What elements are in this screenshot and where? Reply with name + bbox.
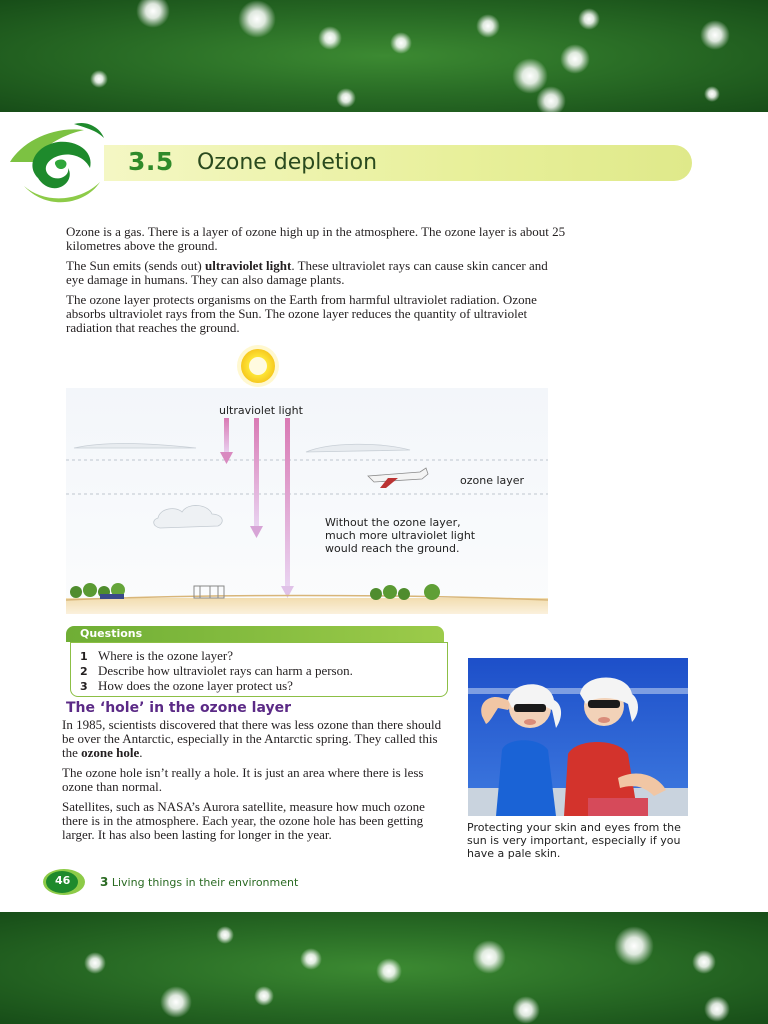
sparkle bbox=[216, 926, 234, 944]
question-number: 2 bbox=[80, 665, 88, 678]
question-item bbox=[80, 664, 353, 679]
text-run: . bbox=[139, 745, 143, 760]
questions-title: Questions bbox=[80, 627, 143, 640]
text-run: Ozone is a gas. There is a layer of ozone high up in the atmosphere. The ozone layer is about 25 kilometres above the ground. bbox=[66, 224, 566, 253]
intro-paragraph bbox=[66, 225, 566, 253]
question-item bbox=[80, 649, 233, 664]
diagram-note-line: Without the ozone layer, bbox=[325, 516, 461, 529]
key-term: ozone hole bbox=[81, 745, 140, 760]
sparkle bbox=[512, 996, 540, 1024]
text-run: The Sun emits (sends out) bbox=[66, 258, 206, 273]
section-number: 3.5 bbox=[128, 147, 174, 176]
sparkle bbox=[300, 948, 322, 970]
bottom-decorative-band bbox=[0, 912, 768, 1024]
text-run: The ozone layer protects organisms on the Earth from harmful ultraviolet radiation. Ozone absorbs ultraviolet rays from the Sun. The ozone layer reduces the quantity of ultraviolet radiation that reaches the ground. bbox=[66, 292, 537, 335]
hole-section-title: The ‘hole’ in the ozone layer bbox=[66, 700, 292, 716]
diagram-note bbox=[325, 516, 475, 555]
chapter-title: Living things in their environment bbox=[111, 876, 299, 889]
sparkle bbox=[90, 70, 108, 88]
sparkle bbox=[536, 86, 566, 112]
ozone-diagram bbox=[0, 342, 560, 618]
question-number: 1 bbox=[80, 650, 88, 663]
text-run: . These ultraviolet rays can cause skin cancer and eye damage in humans. They can also damage plants. bbox=[66, 258, 548, 287]
question-item bbox=[80, 679, 293, 694]
section-title-bar bbox=[104, 145, 692, 181]
top-decorative-band bbox=[0, 0, 768, 112]
text-run: In 1985, scientists discovered that there was less ozone than there should be over the Antarctic, especially in the Antarctic spring. They called this the bbox=[62, 717, 442, 760]
sparkle bbox=[160, 986, 192, 1018]
textbook-page bbox=[0, 112, 768, 912]
text-run: Satellites, such as NASA’s Aurora satellite, measure how much ozone there is in the atmosphere. Each year, the ozone hole has been getting larger. It has also been lasting for longer in the year. bbox=[62, 799, 425, 842]
sparkle bbox=[390, 32, 412, 54]
hole-section-text bbox=[62, 718, 452, 848]
section-title: Ozone depletion bbox=[197, 150, 378, 175]
sparkle bbox=[560, 44, 590, 74]
swirl-logo-icon bbox=[4, 116, 112, 212]
intro-paragraph bbox=[66, 293, 566, 335]
intro-paragraph bbox=[66, 259, 566, 287]
children-sun-hats-photo bbox=[468, 658, 688, 816]
question-text: Where is the ozone layer? bbox=[98, 648, 233, 663]
sparkle bbox=[376, 958, 402, 984]
question-text: How does the ozone layer protect us? bbox=[98, 678, 293, 693]
sparkle bbox=[336, 88, 356, 108]
sparkle bbox=[318, 26, 342, 50]
page-number: 46 bbox=[55, 874, 71, 887]
sparkle bbox=[692, 950, 716, 974]
question-number: 3 bbox=[80, 680, 88, 693]
sparkle bbox=[578, 8, 600, 30]
uv-light-label: ultraviolet light bbox=[219, 404, 303, 417]
sparkle bbox=[704, 86, 720, 102]
sparkle bbox=[254, 986, 274, 1006]
sparkle bbox=[238, 0, 276, 38]
chapter-number: 3 bbox=[100, 875, 109, 889]
sparkle bbox=[84, 952, 106, 974]
sparkle bbox=[614, 926, 654, 966]
question-text: Describe how ultraviolet rays can harm a person. bbox=[98, 663, 353, 678]
photo-caption: Protecting your skin and eyes from the sun is very important, especially if you have a pale skin. bbox=[467, 821, 681, 860]
sparkle bbox=[472, 940, 506, 974]
sparkle bbox=[704, 996, 730, 1022]
sparkle bbox=[476, 14, 500, 38]
diagram-note-line: much more ultraviolet light bbox=[325, 529, 476, 542]
photo-illustration bbox=[468, 658, 688, 816]
sparkle bbox=[136, 0, 170, 28]
text-run: The ozone hole isn’t really a hole. It is just an area where there is less ozone than normal. bbox=[62, 765, 424, 794]
key-term: ultraviolet light bbox=[205, 258, 292, 273]
hole-paragraph bbox=[62, 766, 452, 794]
chapter-footer bbox=[100, 875, 298, 889]
hole-paragraph bbox=[62, 718, 452, 760]
ozone-layer-label: ozone layer bbox=[460, 474, 525, 487]
sparkle bbox=[700, 20, 730, 50]
hole-paragraph bbox=[62, 800, 452, 842]
diagram-note-line: would reach the ground. bbox=[325, 542, 460, 555]
intro-text bbox=[66, 225, 566, 341]
